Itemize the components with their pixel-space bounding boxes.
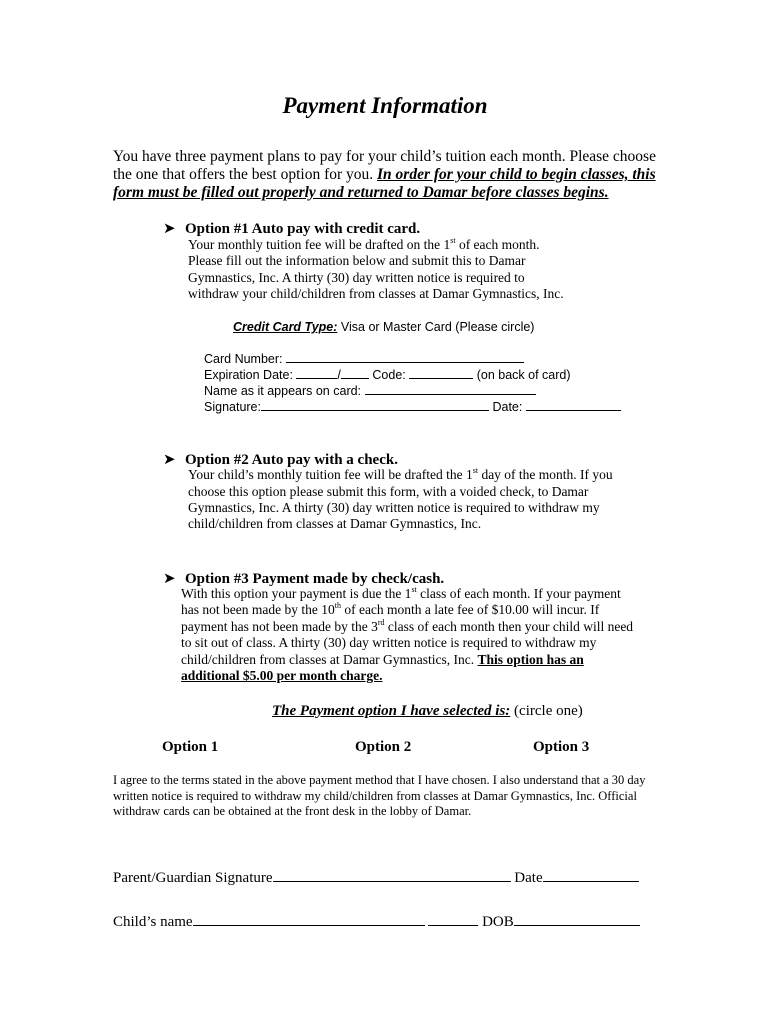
choice-option-1[interactable]: Option 1: [162, 739, 219, 755]
expiration-year-field[interactable]: [341, 367, 369, 379]
option-2-heading-text: Option #2 Auto pay with a check.: [185, 452, 398, 468]
option-2-line-2: choose this option please submit this form, with a voided check, to Damar: [188, 484, 589, 499]
option-3-sup-3: rd: [377, 618, 385, 627]
option-1-line-1: [188, 237, 540, 253]
option-3-line-2: [181, 602, 599, 618]
option-3-surcharge-2: additional $5.00 per month charge.: [181, 668, 383, 683]
name-on-card-field[interactable]: [365, 383, 536, 395]
option-1-line-2: Please fill out the information below and submit this to Damar: [188, 253, 526, 268]
option-3-line-5a: child/children from classes at Damar Gymnastics, Inc.: [181, 652, 478, 667]
option-3-line-2a: has not been made by the 10: [181, 602, 335, 617]
expiration-month-field[interactable]: [296, 367, 337, 379]
intro-emphasis-2: form must be filled out properly and returned to Damar before classes begins.: [113, 184, 609, 201]
choice-option-2[interactable]: Option 2: [355, 739, 412, 755]
selected-option-label: The Payment option I have selected is:: [272, 703, 511, 719]
credit-card-type: [233, 320, 534, 334]
option-1-line-1b: of each month.: [455, 237, 540, 252]
card-date-label: Date:: [492, 400, 523, 414]
option-3-line-1b: class of each month. If your payment: [416, 586, 621, 601]
option-1-line-4: withdraw your child/children from classes at Damar Gymnastics, Inc.: [188, 286, 564, 301]
option-2-line-3: Gymnastics, Inc. A thirty (30) day written notice is required to withdraw my: [188, 500, 600, 515]
arrow-bullet-icon: ➤: [163, 571, 176, 587]
option-3-line-1a: With this option your payment is due the 1: [181, 586, 412, 601]
option-1-heading: [163, 219, 420, 238]
card-signature-label: Signature:: [204, 400, 261, 414]
card-number-field[interactable]: [286, 351, 524, 363]
dob-label: DOB: [482, 914, 514, 930]
option-1-line-3: Gymnastics, Inc. A thirty (30) day written notice is required to: [188, 270, 525, 285]
child-name-field[interactable]: [193, 912, 425, 926]
option-3-line-2b: of each month a late fee of $10.00 will incur. If: [340, 602, 600, 617]
option-3-line-3b: class of each month then your child will need: [384, 619, 634, 634]
card-date-field[interactable]: [526, 399, 621, 411]
selected-option-hint: (circle one): [510, 703, 583, 719]
option-3-sup-2: th: [334, 601, 341, 610]
credit-card-type-options: Visa or Master Card (Please circle): [337, 320, 535, 334]
option-3-line-3a: payment has not been made by the 3: [181, 619, 378, 634]
parent-signature-row: [113, 868, 639, 887]
code-field[interactable]: [409, 367, 473, 379]
option-3-line-5: [181, 652, 584, 668]
code-label: Code:: [372, 368, 406, 382]
choice-option-3[interactable]: Option 3: [533, 739, 590, 755]
arrow-bullet-icon: ➤: [163, 452, 176, 468]
name-on-card-label: Name as it appears on card:: [204, 384, 362, 398]
expiration-slash: /: [337, 368, 341, 382]
option-1-heading-text: Option #1 Auto pay with credit card.: [185, 221, 421, 237]
dob-field[interactable]: [514, 912, 640, 926]
expiration-label: Expiration Date:: [204, 368, 293, 382]
agreement-line-3: withdraw cards can be obtained at the front desk in the lobby of Damar.: [113, 804, 472, 818]
name-on-card-row: [204, 383, 536, 398]
agreement-line-1: I agree to the terms stated in the above payment method that I have chosen. I also understand that a 30 day: [113, 773, 646, 787]
option-2-line-1: [188, 467, 613, 483]
code-note: (on back of card): [476, 368, 571, 382]
parent-date-label: Date: [514, 870, 543, 886]
option-3-sup-1: st: [411, 585, 417, 594]
option-1-line-1a: Your monthly tuition fee will be drafted on the 1: [188, 237, 451, 252]
child-name-row: [113, 912, 640, 931]
credit-card-type-label: Credit Card Type:: [233, 320, 338, 334]
page-title: Payment Information: [282, 93, 488, 118]
intro-line-2: [113, 166, 656, 184]
agreement-line-2: written notice is required to withdraw my child/children from classes at Damar Gymnastics, Inc. Official: [113, 789, 637, 803]
option-1-sup: st: [450, 236, 456, 245]
child-name-field-extension[interactable]: [428, 912, 478, 926]
option-3-line-4: to sit out of class. A thirty (30) day written notice is required to withdraw my: [181, 635, 597, 650]
option-2-line-1b: day of the month. If you: [478, 467, 613, 482]
option-3-heading-text: Option #3 Payment made by check/cash.: [185, 571, 445, 587]
parent-signature-field[interactable]: [273, 868, 511, 882]
selected-option-prompt: [272, 703, 583, 720]
option-3-line-6: [181, 668, 383, 684]
arrow-bullet-icon: ➤: [163, 221, 176, 237]
parent-signature-label: Parent/Guardian Signature: [113, 870, 273, 886]
option-3-line-1: [181, 586, 621, 602]
intro-line-2-text: the one that offers the best option for you.: [113, 166, 378, 183]
option-2-sup: st: [472, 466, 479, 475]
option-3-surcharge-1: This option has an: [477, 652, 584, 667]
intro-emphasis-1: In order for your child to begin classes, this: [377, 166, 656, 183]
option-2-line-1a: Your child’s monthly tuition fee will be drafted the 1: [188, 467, 473, 482]
option-2-line-4: child/children from classes at Damar Gymnastics, Inc.: [188, 516, 482, 531]
child-name-label: Child’s name: [113, 914, 193, 930]
card-signature-field[interactable]: [261, 399, 489, 411]
card-number-row: [204, 351, 524, 366]
expiration-row: [204, 367, 571, 382]
intro-line-3: [113, 184, 609, 202]
card-number-label: Card Number:: [204, 352, 283, 366]
intro-line-1: You have three payment plans to pay for your child’s tuition each month. Please choose: [113, 148, 656, 165]
option-3-line-3: [181, 619, 633, 635]
parent-date-field[interactable]: [543, 868, 639, 882]
card-signature-row: [204, 399, 621, 414]
